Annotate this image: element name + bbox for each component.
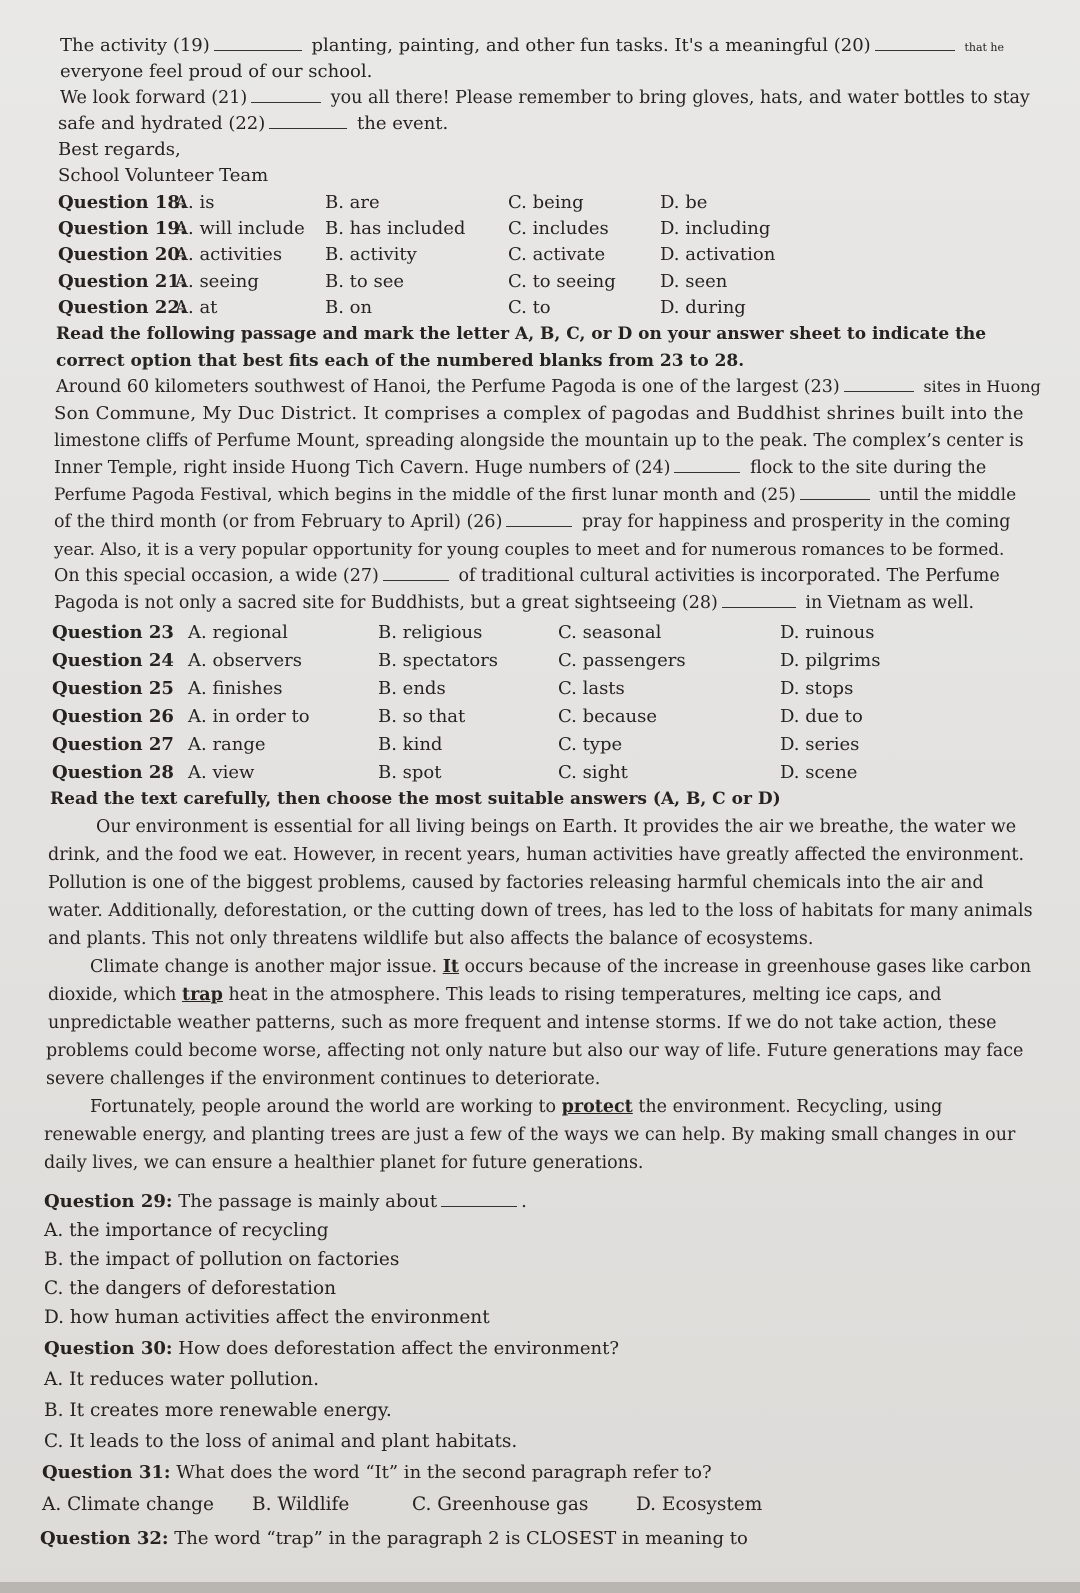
- passage-line: [48, 899, 1033, 923]
- question-label: Question 27: [52, 734, 174, 755]
- option-c[interactable]: [44, 1430, 517, 1454]
- passage-text: limestone cliffs of Perfume Mount, spreading alongside the mountain up to the peak. The complex’s center is: [54, 431, 1024, 451]
- passage-text: Inner Temple, right inside Huong Tich Cavern. Huge numbers of (24): [54, 458, 671, 478]
- passage-text: unpredictable weather patterns, such as more frequent and intense storms. If we do not take action, these: [48, 1013, 997, 1033]
- option-c[interactable]: C. lasts: [558, 678, 625, 699]
- question-label: Question 20:: [58, 244, 187, 265]
- passage-line: [46, 1039, 1023, 1063]
- passage-text: Pagoda is not only a sacred site for Buddhists, but a great sightseeing (28): [54, 593, 718, 613]
- intro-text: We look forward (21): [60, 88, 248, 108]
- option-c[interactable]: C. passengers: [558, 650, 686, 671]
- option-a[interactable]: [44, 1219, 329, 1243]
- option-b[interactable]: B. spot: [378, 762, 442, 783]
- option-c[interactable]: C. to seeing: [508, 271, 616, 292]
- passage-text: until the middle: [879, 485, 1017, 505]
- passage-text: of the third month (or from February to April) (26): [54, 512, 503, 532]
- option-text: C. the dangers of deforestation: [44, 1278, 337, 1299]
- question-label: Question 23: [52, 622, 174, 643]
- passage-text: Perfume Pagoda Festival, which begins in the middle of the first lunar month and (25): [54, 485, 796, 505]
- passage-text: problems could become worse, affecting not only nature but also our way of life. Future generations may face: [46, 1041, 1024, 1061]
- question-label: Question 25: [52, 678, 174, 699]
- option-c[interactable]: C. includes: [508, 218, 609, 239]
- option-d[interactable]: D. during: [660, 297, 746, 318]
- option-d[interactable]: D. scene: [780, 762, 858, 783]
- passage-text: dioxide, which: [48, 985, 177, 1005]
- passage-line: [90, 1095, 942, 1119]
- passage-line: [54, 483, 1016, 507]
- intro-text: Best regards,: [58, 139, 181, 160]
- passage-text: renewable energy, and planting trees are just a few of the ways we can help. By making small changes in our: [44, 1125, 1016, 1145]
- passage-text: Pollution is one of the biggest problems, caused by factories releasing harmful chemicals into the air and: [48, 873, 984, 893]
- passage-line: [54, 564, 1000, 588]
- option-a[interactable]: [44, 1368, 319, 1392]
- option-d[interactable]: D. stops: [780, 678, 854, 699]
- underlined-word-trap: trap: [181, 985, 223, 1005]
- intro-line-1: [60, 34, 1004, 60]
- option-d[interactable]: D. be: [660, 192, 708, 213]
- page-bottom-shadow: [0, 1582, 1080, 1593]
- option-a[interactable]: A. at: [175, 297, 218, 318]
- passage-line: [48, 843, 1024, 867]
- passage-text: Our environment is essential for all living beings on Earth. It provides the air we breathe, the water we: [96, 817, 1017, 837]
- question-label: Question 19:: [58, 218, 187, 239]
- question-text: The word “trap” in the paragraph 2 is CLOSEST in meaning to: [174, 1528, 748, 1549]
- instruction-heading: [56, 322, 986, 346]
- instruction-text: Read the following passage and mark the letter A, B, C, or D on your answer sheet to indicate the: [56, 324, 987, 344]
- question-label: Question 28: [52, 762, 174, 783]
- intro-text: planting, painting, and other fun tasks. It's a meaningful (20): [311, 35, 871, 56]
- passage-text: Fortunately, people around the world are working to: [90, 1097, 557, 1117]
- passage-line: [48, 871, 984, 895]
- passage-line: [54, 429, 1024, 453]
- question-text: How does deforestation affect the environment?: [178, 1338, 620, 1359]
- passage-text: water. Additionally, deforestation, or the cutting down of trees, has led to the loss of habitats for many animals: [48, 901, 1033, 921]
- option-c[interactable]: C. being: [508, 192, 584, 213]
- option-a[interactable]: A. in order to: [188, 706, 310, 727]
- question-32: [40, 1527, 748, 1551]
- passage-line: [46, 1067, 600, 1091]
- instruction-text: Read the text carefully, then choose the most suitable answers (A, B, C or D): [50, 789, 781, 809]
- question-label: Question 22:: [58, 297, 187, 318]
- intro-text: School Volunteer Team: [58, 165, 269, 186]
- question-label: Question 24: [52, 650, 174, 671]
- passage-line: [54, 402, 1024, 426]
- option-d[interactable]: D. pilgrims: [780, 650, 881, 671]
- option-c[interactable]: [44, 1277, 336, 1301]
- option-c[interactable]: C. because: [558, 706, 658, 727]
- option-c[interactable]: C. to: [508, 297, 551, 318]
- option-a[interactable]: A. will include: [175, 218, 305, 239]
- option-a[interactable]: A. range: [188, 734, 266, 755]
- passage-text: severe challenges if the environment continues to deteriorate.: [46, 1069, 601, 1089]
- intro-text: the event.: [357, 113, 449, 134]
- passage-line: [90, 955, 1031, 979]
- passage-line: [48, 1011, 996, 1035]
- question-label: Question 29:: [44, 1191, 173, 1212]
- passage-text: Climate change is another major issue.: [90, 957, 438, 977]
- option-a[interactable]: A. view: [188, 762, 255, 783]
- passage-text: year. Also, it is a very popular opportunity for young couples to meet and for numerous romances to be formed.: [54, 539, 1005, 559]
- option-a[interactable]: A. activities: [175, 244, 283, 265]
- question-label: Question 30:: [44, 1338, 173, 1359]
- option-a[interactable]: A. observers: [188, 650, 302, 671]
- option-b[interactable]: B. kind: [378, 734, 443, 755]
- intro-text: that he: [964, 41, 1005, 54]
- passage-line: [54, 591, 974, 615]
- option-b[interactable]: B. to see: [325, 271, 405, 292]
- intro-line-2: [60, 60, 372, 84]
- question-label: Question 32:: [40, 1528, 169, 1549]
- option-c[interactable]: C. sight: [558, 762, 628, 783]
- option-d[interactable]: D. Ecosystem: [636, 1494, 763, 1515]
- intro-text: The activity (19): [60, 35, 210, 56]
- passage-text: and plants. This not only threatens wildlife but also affects the balance of ecosystems.: [48, 929, 814, 949]
- question-label: Question 26: [52, 706, 174, 727]
- option-d[interactable]: [44, 1306, 490, 1330]
- option-text: D. how human activities affect the environment: [44, 1307, 490, 1328]
- passage-line: [54, 537, 1004, 561]
- option-b[interactable]: B. on: [325, 297, 373, 318]
- passage-text: Son Commune, My Duc District. It comprises a complex of pagodas and Buddhist shrines built into the: [54, 403, 1024, 424]
- instruction-heading: [56, 349, 744, 373]
- question-text: The passage is mainly about: [178, 1191, 438, 1212]
- option-a[interactable]: A. seeing: [175, 271, 259, 292]
- option-b[interactable]: B. religious: [378, 622, 483, 643]
- option-d[interactable]: D. including: [660, 218, 771, 239]
- underlined-word-protect: protect: [561, 1097, 633, 1117]
- option-a[interactable]: A. Climate change: [42, 1494, 214, 1515]
- option-b[interactable]: B. so that: [378, 706, 466, 727]
- passage-line: [48, 927, 813, 951]
- option-b[interactable]: B. are: [325, 192, 380, 213]
- option-b[interactable]: B. Wildlife: [252, 1494, 350, 1515]
- option-a[interactable]: A. finishes: [188, 678, 283, 699]
- passage-text: On this special occasion, a wide (27): [54, 566, 379, 586]
- question-29: [44, 1190, 527, 1214]
- option-c[interactable]: C. type: [558, 734, 623, 755]
- option-text: C. It leads to the loss of animal and plant habitats.: [44, 1431, 518, 1452]
- passage-line: [54, 510, 1010, 534]
- option-d[interactable]: D. activation: [660, 244, 776, 265]
- passage-text: in Vietnam as well.: [805, 593, 975, 613]
- intro-line-5: [58, 138, 181, 162]
- question-31: [42, 1461, 712, 1485]
- option-b[interactable]: B. spectators: [378, 650, 499, 671]
- intro-line-3: [60, 86, 1030, 110]
- passage-text: Around 60 kilometers southwest of Hanoi, the Perfume Pagoda is one of the largest (23): [56, 377, 840, 397]
- option-b[interactable]: [44, 1248, 399, 1272]
- option-b[interactable]: [44, 1399, 392, 1423]
- option-text: B. the impact of pollution on factories: [44, 1249, 400, 1270]
- question-label: Question 18:: [58, 192, 187, 213]
- passage-text: sites in Huong: [923, 377, 1041, 396]
- intro-text: everyone feel proud of our school.: [60, 61, 373, 82]
- question-label: Question 21:: [58, 271, 187, 292]
- passage-text: daily lives, we can ensure a healthier planet for future generations.: [44, 1153, 644, 1173]
- option-c[interactable]: C. seasonal: [558, 622, 662, 643]
- option-text: B. It creates more renewable energy.: [44, 1400, 392, 1421]
- intro-line-6: [58, 164, 268, 188]
- intro-text: safe and hydrated (22): [58, 113, 266, 134]
- option-d[interactable]: D. ruinous: [780, 622, 875, 643]
- intro-line-4: [58, 112, 448, 136]
- passage-text: flock to the site during the: [750, 458, 987, 478]
- option-b[interactable]: B. ends: [378, 678, 446, 699]
- passage-line: [48, 983, 941, 1007]
- intro-text: you all there! Please remember to bring gloves, hats, and water bottles to stay: [330, 88, 1030, 108]
- option-text: A. the importance of recycling: [44, 1220, 329, 1241]
- passage-text: occurs because of the increase in greenhouse gases like carbon: [464, 957, 1032, 977]
- passage-line: [44, 1151, 644, 1175]
- passage-line: [44, 1123, 1015, 1147]
- option-b[interactable]: B. has included: [325, 218, 466, 239]
- option-text: A. It reduces water pollution.: [44, 1369, 319, 1390]
- option-a[interactable]: A. regional: [188, 622, 288, 643]
- option-a[interactable]: A. is: [175, 192, 215, 213]
- question-text: .: [521, 1191, 527, 1212]
- question-text: What does the word “It” in the second paragraph refer to?: [176, 1462, 712, 1483]
- option-d[interactable]: D. due to: [780, 706, 863, 727]
- option-d[interactable]: D. seen: [660, 271, 728, 292]
- passage-text: the environment. Recycling, using: [638, 1097, 943, 1117]
- instruction-text: correct option that best fits each of the numbered blanks from 23 to 28.: [56, 351, 745, 371]
- underlined-word-it: It: [442, 957, 459, 977]
- passage-line: [56, 375, 1041, 399]
- passage-text: heat in the atmosphere. This leads to rising temperatures, melting ice caps, and: [228, 985, 942, 1005]
- question-label: Question 31:: [42, 1462, 171, 1483]
- passage-line: [54, 456, 986, 480]
- option-d[interactable]: D. series: [780, 734, 860, 755]
- option-c[interactable]: C. Greenhouse gas: [412, 1494, 589, 1515]
- passage-line: [96, 815, 1016, 839]
- question-30: [44, 1337, 619, 1361]
- passage-text: drink, and the food we eat. However, in recent years, human activities have greatly affected the environment.: [48, 845, 1025, 865]
- passage-text: of traditional cultural activities is incorporated. The Perfume: [458, 566, 1000, 586]
- passage-text: pray for happiness and prosperity in the coming: [581, 512, 1011, 532]
- option-c[interactable]: C. activate: [508, 244, 606, 265]
- option-b[interactable]: B. activity: [325, 244, 417, 265]
- instruction-heading: [50, 787, 781, 811]
